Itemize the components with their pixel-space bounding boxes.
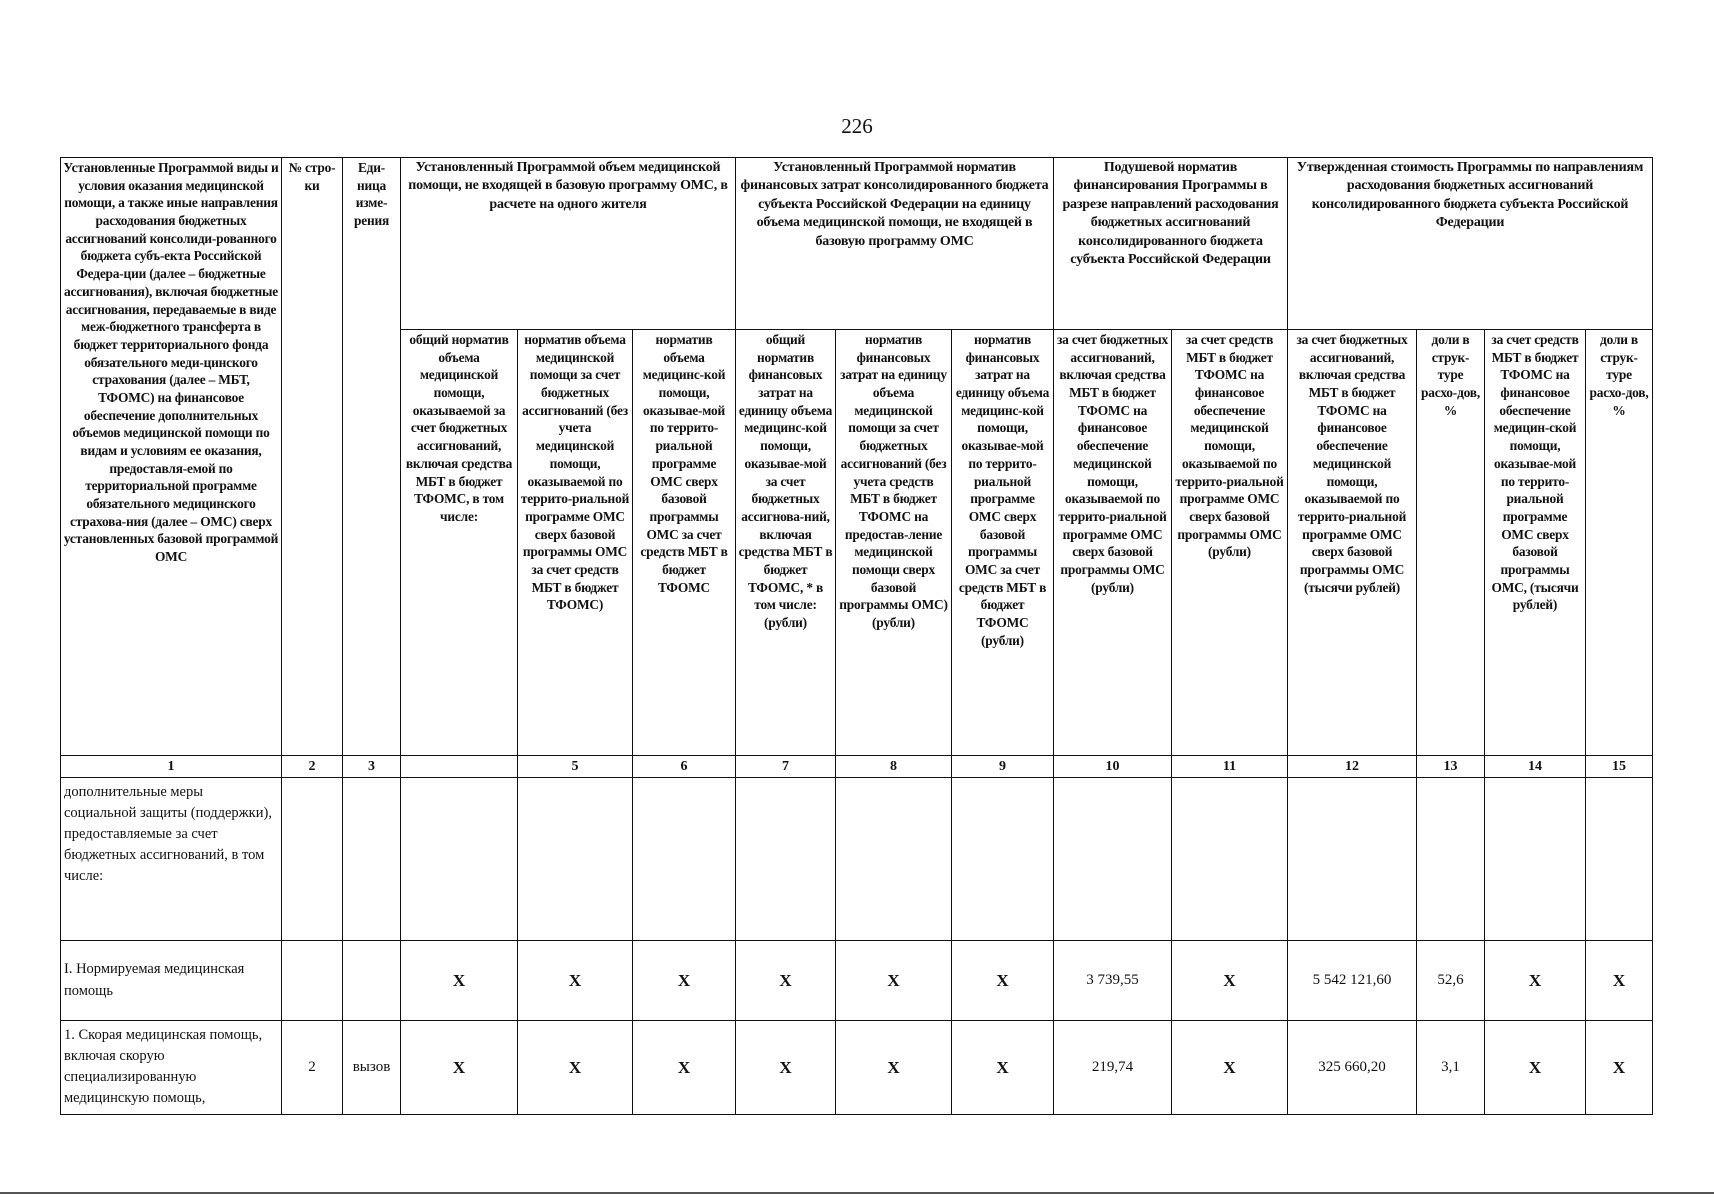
header-col-6: норматив объема медицинс-кой помощи, оказывае-мой по террито-риальной программе ОМС сверх базовой программы ОМС за счет средств МБТ в бюджет ТФОМС [633, 330, 736, 756]
header-col-5: норматив объема медицинской помощи за счет бюджетных ассигнований (без учета медицинской помощи, оказываемой по террито-риальной программе ОМС сверх базовой программы ОМС за счет средств МБТ в бюджет ТФОМС) [518, 330, 633, 756]
table-cell [1288, 778, 1417, 941]
table-cell: Х [836, 941, 952, 1021]
table-row [61, 778, 1653, 941]
column-number: 1 [61, 756, 282, 778]
header-group-per-capita: Подушевой норматив финансирования Программы в разрезе направлений расходования бюджетных ассигнований консолидированного бюджета субъекта Российской Федерации [1054, 158, 1288, 330]
header-col-4: общий норматив объема медицинской помощи, оказываемой за счет бюджетных ассигнований, включая средства МБТ в бюджет ТФОМС, в том числе: [401, 330, 518, 756]
header-group-volume: Установленный Программой объем медицинской помощи, не входящей в базовую программу ОМС, в расчете на одного жителя [401, 158, 736, 330]
column-number: 5 [518, 756, 633, 778]
table-cell: 3 739,55 [1054, 941, 1172, 1021]
header-col-8: норматив финансовых затрат на единицу объема медицинской помощи за счет бюджетных ассигнований (без учета средств МБТ в бюджет ТФОМС на предостав-ление медицинской помощи сверх базовой программы ОМС) (рубли) [836, 330, 952, 756]
header-col-7: общий норматив финансовых затрат на единицу объема медицинс-кой помощи, оказывае-мой за счет бюджетных ассигнова-ний, включая средства МБТ в бюджет ТФОМС, * в том числе: (рубли) [736, 330, 836, 756]
table-cell: Х [518, 941, 633, 1021]
header-group-approved-cost: Утвержденная стоимость Программы по направлениям расходования бюджетных ассигнований консолидированного бюджета субъекта Российской Федерации [1288, 158, 1653, 330]
table-cell [952, 778, 1054, 941]
table-cell: 2 [282, 1021, 343, 1115]
table-cell: Х [1586, 941, 1653, 1021]
header-col-13: доли в струк-туре расхо-дов, % [1417, 330, 1485, 756]
table-cell [1485, 778, 1586, 941]
column-number: 3 [343, 756, 401, 778]
header-col-12: за счет бюджетных ассигнований, включая средства МБТ в бюджет ТФОМС на финансовое обеспечение медицинской помощи, оказываемой по террито-риальной программе ОМС сверх базовой программы ОМС (тысячи рублей) [1288, 330, 1417, 756]
header-row-groups [61, 158, 1653, 330]
table-cell: Х [952, 1021, 1054, 1115]
table-cell [282, 941, 343, 1021]
table-cell: Х [1485, 941, 1586, 1021]
table-cell [518, 778, 633, 941]
header-col-14: за счет средств МБТ в бюджет ТФОМС на финансовое обеспечение медицин-ской помощи, оказывае-мой по террито-риальной программе ОМС сверх базовой программы ОМС, (тысячи рублей) [1485, 330, 1586, 756]
header-col-10: за счет бюджетных ассигнований, включая средства МБТ в бюджет ТФОМС на финансовое обеспечение медицинской помощи, оказываемой по террито-риальной программе ОМС сверх базовой программы ОМС (рубли) [1054, 330, 1172, 756]
table-cell [343, 778, 401, 941]
column-number: 13 [1417, 756, 1485, 778]
column-number: 6 [633, 756, 736, 778]
budget-table [60, 157, 1653, 1115]
column-number: 11 [1172, 756, 1288, 778]
column-number: 15 [1586, 756, 1653, 778]
column-number [401, 756, 518, 778]
header-group-cost-norm: Установленный Программой норматив финансовых затрат консолидированного бюджета субъекта Российской Федерации на единицу объема медицинской помощи, не входящей в базовую программу ОМС [736, 158, 1054, 330]
column-number: 8 [836, 756, 952, 778]
table-cell [1586, 778, 1653, 941]
table-cell: вызов [343, 1021, 401, 1115]
table-cell [736, 778, 836, 941]
column-number: 12 [1288, 756, 1417, 778]
table-row [61, 941, 1653, 1021]
column-numbers-row [61, 756, 1653, 778]
column-number: 10 [1054, 756, 1172, 778]
table-row [61, 1021, 1653, 1115]
page-number: 226 [841, 114, 873, 138]
table-cell: Х [401, 1021, 518, 1115]
table-cell: 5 542 121,60 [1288, 941, 1417, 1021]
table-cell: 325 660,20 [1288, 1021, 1417, 1115]
table-cell [633, 778, 736, 941]
table-cell: Х [736, 941, 836, 1021]
table-cell: 52,6 [1417, 941, 1485, 1021]
row-label: 1. Скорая медицинская помощь, включая скорую специализированную медицинскую помощь, [61, 1021, 282, 1115]
table-cell: Х [952, 941, 1054, 1021]
table-cell: Х [518, 1021, 633, 1115]
row-label: дополнительные меры социальной защиты (поддержки), предоставляемые за счет бюджетных ассигнований, в том числе: [61, 778, 282, 941]
table-cell [1172, 778, 1288, 941]
table-cell: Х [1485, 1021, 1586, 1115]
table-cell: Х [1586, 1021, 1653, 1115]
table-cell: Х [633, 941, 736, 1021]
header-col-15: доли в струк-туре расхо-дов, % [1586, 330, 1653, 756]
table-cell: Х [1172, 941, 1288, 1021]
table-cell [401, 778, 518, 941]
table-cell [343, 941, 401, 1021]
table-cell: Х [633, 1021, 736, 1115]
table-cell [282, 778, 343, 941]
table-cell: 219,74 [1054, 1021, 1172, 1115]
row-label: I. Нормируемая медицинская помощь [61, 941, 282, 1021]
page-bottom-edge [0, 1192, 1714, 1194]
table-cell [836, 778, 952, 941]
table-cell [1417, 778, 1485, 941]
header-row-number: № стро-ки [282, 158, 343, 756]
header-col-11: за счет средств МБТ в бюджет ТФОМС на финансовое обеспечение медицинской помощи, оказываемой по террито-риальной программе ОМС сверх базовой программы ОМС (рубли) [1172, 330, 1288, 756]
table-cell: Х [1172, 1021, 1288, 1115]
header-unit: Еди-ница изме-рения [343, 158, 401, 756]
table-cell: 3,1 [1417, 1021, 1485, 1115]
column-number: 9 [952, 756, 1054, 778]
column-number: 14 [1485, 756, 1586, 778]
table-cell: Х [401, 941, 518, 1021]
header-col-9: норматив финансовых затрат на единицу объема медицинс-кой помощи, оказывае-мой по террито-риальной программе ОМС сверх базовой программы ОМС за счет средств МБТ в бюджет ТФОМС (рубли) [952, 330, 1054, 756]
column-number: 7 [736, 756, 836, 778]
table-cell: Х [736, 1021, 836, 1115]
header-types-of-care: Установленные Программой виды и условия оказания медицинской помощи, а также иные направления расходования бюджетных ассигнований консолиди-рованного бюджета субъ-екта Российской Федера-ции (далее – бюджетные ассигнования), включая бюджетные ассигнования, передаваемые в виде меж-бюджетного трансферта в бюджет территориального фонда обязательного меди-цинского страхования (далее – МБТ, ТФОМС) на финансовое обеспечение дополнительных объемов медицинской помощи по видам и условиям ее оказания, предоставля-емой по территориальной программе обязательного медицинского страхова-ния (далее – ОМС) сверх установленных базовой программой ОМС [61, 158, 282, 756]
column-number: 2 [282, 756, 343, 778]
table-cell [1054, 778, 1172, 941]
table-cell: Х [836, 1021, 952, 1115]
